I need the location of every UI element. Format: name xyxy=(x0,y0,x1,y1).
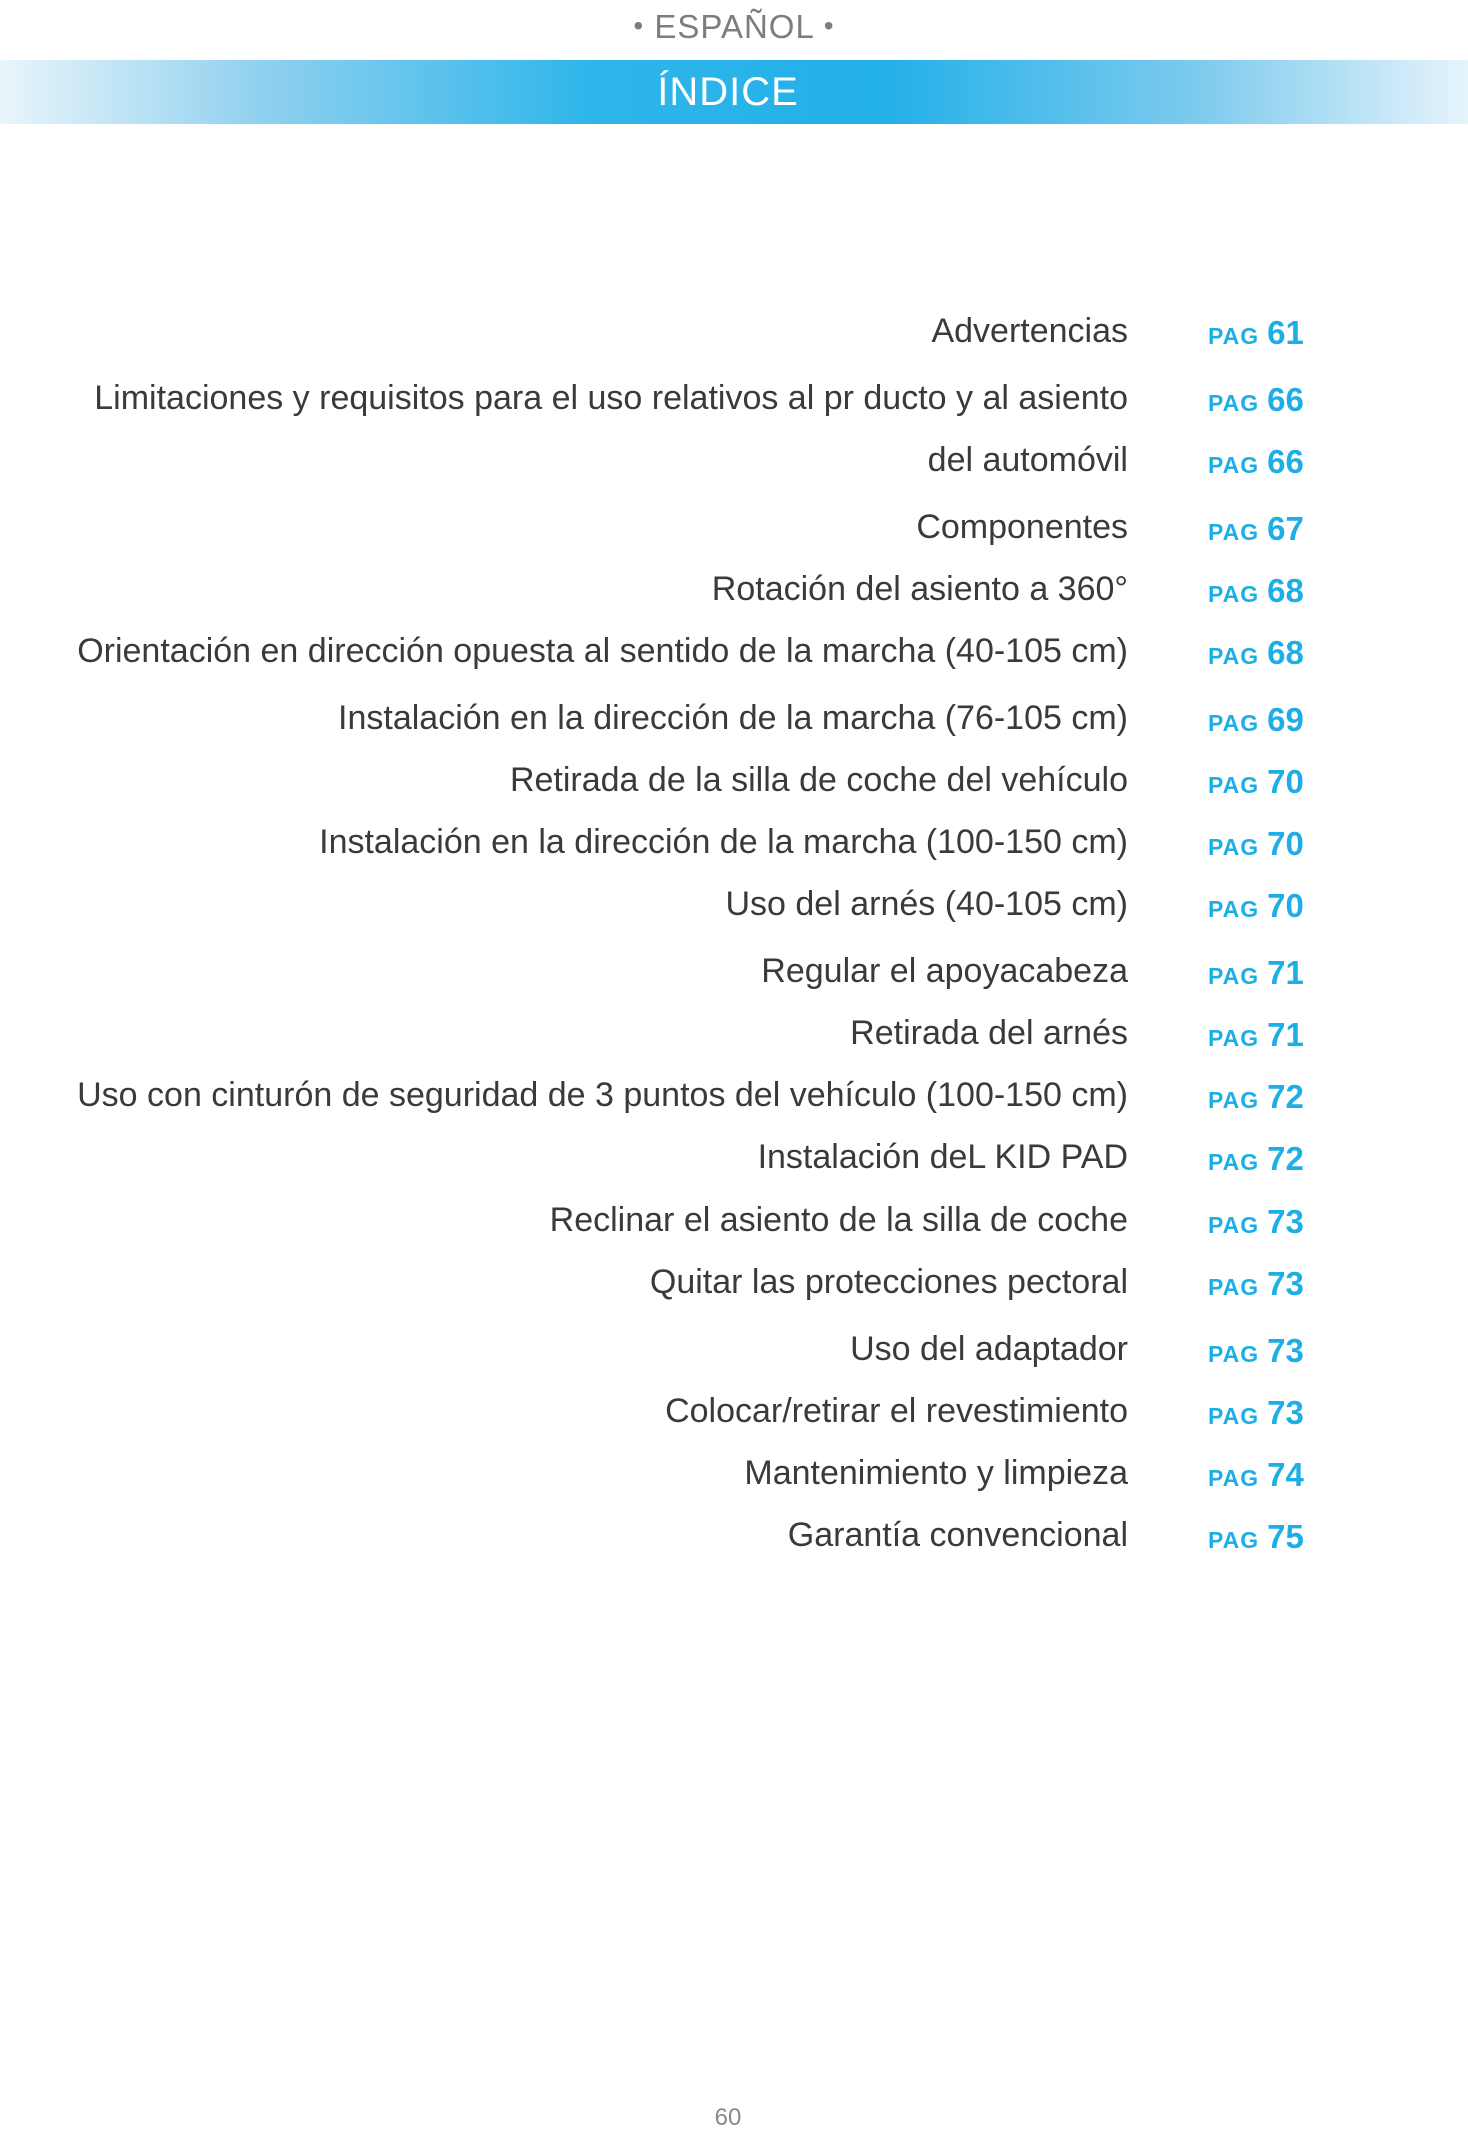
toc-entry xyxy=(0,1010,1468,1060)
toc-entry xyxy=(0,437,1468,487)
bullet-left: • xyxy=(633,10,645,41)
toc-page-prefix: PAG xyxy=(1208,1025,1260,1051)
toc-page-prefix: PAG xyxy=(1208,834,1260,860)
toc-entry-page xyxy=(1208,439,1304,492)
toc-entry-page xyxy=(1208,1261,1304,1314)
bullet-right: • xyxy=(823,10,835,41)
toc-entry xyxy=(0,1512,1468,1562)
toc-page-number: 68 xyxy=(1267,634,1304,671)
toc-page-prefix: PAG xyxy=(1208,519,1260,545)
toc-entry-page xyxy=(1208,630,1304,683)
toc-page-prefix: PAG xyxy=(1208,772,1260,798)
toc-entry xyxy=(0,948,1468,998)
toc-page-prefix: PAG xyxy=(1208,1149,1260,1175)
toc-entry xyxy=(0,566,1468,616)
page-number: 60 xyxy=(714,2104,742,2131)
toc-entry xyxy=(0,504,1468,554)
toc-entry-label: Instalación en la dirección de la marcha (76-105 cm) xyxy=(338,699,1128,737)
toc-page-number: 73 xyxy=(1267,1394,1304,1431)
toc-entry-label: Instalación en la dirección de la marcha (100-150 cm) xyxy=(319,823,1128,861)
toc-page-number: 74 xyxy=(1267,1456,1304,1493)
toc-page-number: 70 xyxy=(1267,763,1304,800)
toc-entry-page xyxy=(1208,1012,1304,1065)
toc-entry-label: Uso del arnés (40-105 cm) xyxy=(725,885,1128,923)
toc-page-number: 72 xyxy=(1267,1140,1304,1177)
toc-entry xyxy=(0,375,1468,425)
toc-entry-page xyxy=(1208,377,1304,430)
toc-entry-page xyxy=(1208,1074,1304,1127)
toc-page-number: 73 xyxy=(1267,1332,1304,1369)
toc-entry xyxy=(0,819,1468,869)
toc-entry-label: Uso del adaptador xyxy=(850,1330,1128,1368)
toc-page-prefix: PAG xyxy=(1208,390,1260,416)
toc-entry-page xyxy=(1208,697,1304,750)
toc-page-prefix: PAG xyxy=(1208,1087,1260,1113)
toc-entry-page xyxy=(1208,1452,1304,1505)
toc-page-number: 61 xyxy=(1267,314,1304,351)
toc-entry xyxy=(0,1134,1468,1184)
toc-page-number: 71 xyxy=(1267,1016,1304,1053)
toc-page-number: 73 xyxy=(1267,1203,1304,1240)
toc-entry-label: Reclinar el asiento de la silla de coche xyxy=(549,1201,1128,1239)
toc-entry-label: Orientación en dirección opuesta al sentido de la marcha (40-105 cm) xyxy=(77,632,1128,670)
toc-page-number: 67 xyxy=(1267,510,1304,547)
toc-entry-label: del automóvil xyxy=(927,441,1128,479)
toc-page-number: 70 xyxy=(1267,825,1304,862)
toc-page-prefix: PAG xyxy=(1208,323,1260,349)
toc-entry-page xyxy=(1208,310,1304,363)
toc-page-prefix: PAG xyxy=(1208,643,1260,669)
toc-entry xyxy=(0,628,1468,678)
toc-entry-page xyxy=(1208,1328,1304,1381)
toc-page-prefix: PAG xyxy=(1208,896,1260,922)
toc-entry-label: Advertencias xyxy=(931,312,1128,350)
toc-entry-page xyxy=(1208,1390,1304,1443)
toc-entry xyxy=(0,1326,1468,1376)
toc-page-prefix: PAG xyxy=(1208,1274,1260,1300)
toc-entry-label: Rotación del asiento a 360° xyxy=(711,570,1128,608)
toc-page-prefix: PAG xyxy=(1208,581,1260,607)
toc-entry-page xyxy=(1208,759,1304,812)
toc-entry xyxy=(0,1388,1468,1438)
toc-page-prefix: PAG xyxy=(1208,1403,1260,1429)
toc-page-number: 69 xyxy=(1267,701,1304,738)
toc-entry-page xyxy=(1208,568,1304,621)
toc-entry-label: Limitaciones y requisitos para el uso relativos al pr ducto y al asiento xyxy=(94,379,1128,417)
toc-entry xyxy=(0,695,1468,745)
toc-entry-label: Instalación deL KID PAD xyxy=(757,1138,1128,1176)
toc-entry-label: Colocar/retirar el revestimiento xyxy=(665,1392,1128,1430)
toc-entry xyxy=(0,757,1468,807)
toc-page-prefix: PAG xyxy=(1208,1212,1260,1238)
toc-entry xyxy=(0,1072,1468,1122)
toc-page-number: 71 xyxy=(1267,954,1304,991)
toc-entry xyxy=(0,1450,1468,1500)
toc-entry-label: Quitar las protecciones pectoral xyxy=(649,1263,1128,1301)
toc-entry-page xyxy=(1208,1514,1304,1567)
toc-page-number: 70 xyxy=(1267,887,1304,924)
toc-entry xyxy=(0,881,1468,931)
page-title: ÍNDICE xyxy=(657,70,799,114)
toc-page-number: 72 xyxy=(1267,1078,1304,1115)
toc-entry-page xyxy=(1208,821,1304,874)
toc-entry-page xyxy=(1208,506,1304,559)
toc-entry-label: Garantía convencional xyxy=(787,1516,1128,1554)
toc-page-prefix: PAG xyxy=(1208,710,1260,736)
toc-page-prefix: PAG xyxy=(1208,452,1260,478)
toc-entry-label: Regular el apoyacabeza xyxy=(761,952,1128,990)
toc-page-prefix: PAG xyxy=(1208,963,1260,989)
toc-entry-label: Mantenimiento y limpieza xyxy=(744,1454,1128,1492)
toc-entry-page xyxy=(1208,883,1304,936)
toc-page-prefix: PAG xyxy=(1208,1465,1260,1491)
toc-entry-label: Retirada del arnés xyxy=(850,1014,1128,1052)
toc-entry xyxy=(0,308,1468,358)
toc-entry-page xyxy=(1208,950,1304,1003)
toc-page-number: 68 xyxy=(1267,572,1304,609)
toc-entry-label: Componentes xyxy=(916,508,1128,546)
toc-entry xyxy=(0,1197,1468,1247)
toc-entry xyxy=(0,1259,1468,1309)
toc-page-prefix: PAG xyxy=(1208,1341,1260,1367)
language-label: ESPAÑOL xyxy=(654,8,814,45)
toc-entry-label: Uso con cinturón de seguridad de 3 puntos del vehículo (100-150 cm) xyxy=(77,1076,1128,1114)
toc-page-number: 75 xyxy=(1267,1518,1304,1555)
toc-page-number: 66 xyxy=(1267,443,1304,480)
toc-entry-page xyxy=(1208,1199,1304,1252)
toc-page-number: 73 xyxy=(1267,1265,1304,1302)
toc-entry-page xyxy=(1208,1136,1304,1189)
toc-page-number: 66 xyxy=(1267,381,1304,418)
toc-entry-label: Retirada de la silla de coche del vehículo xyxy=(509,761,1128,799)
toc-page-prefix: PAG xyxy=(1208,1527,1260,1553)
